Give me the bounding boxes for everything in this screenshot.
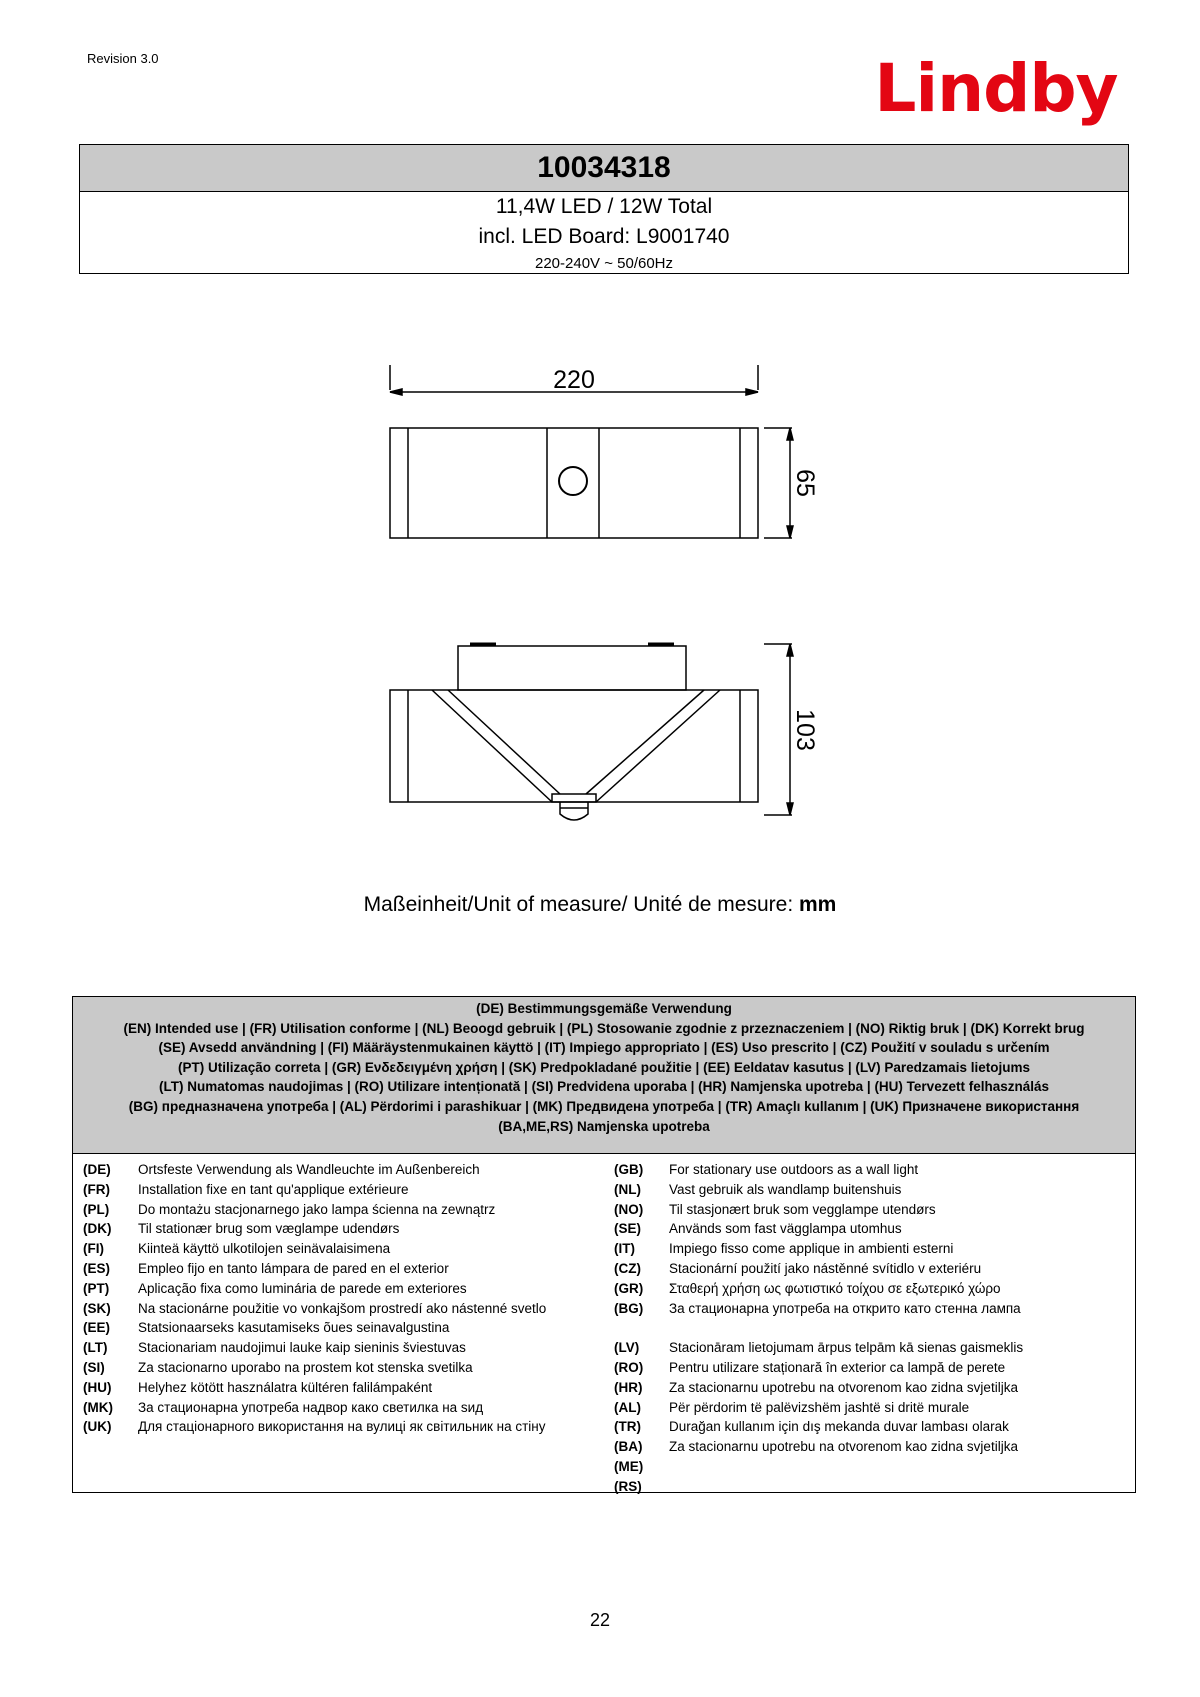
country-code: (SI) — [83, 1359, 105, 1375]
use-text: Za stacionarnu upotrebu na otvorenom kao zidna svjetiljka — [669, 1379, 1018, 1395]
heading-line: (DE) Bestimmungsgemäße Verwendung — [476, 1001, 732, 1016]
use-row — [604, 1398, 1135, 1418]
use-row — [73, 1160, 604, 1180]
width-label: 220 — [553, 366, 595, 394]
use-row — [73, 1318, 604, 1338]
unit-value: mm — [799, 893, 837, 916]
use-text: Na stacionárne použitie vo vonkajšom prostredí ako nástenné svetlo — [138, 1300, 547, 1316]
country-code: (RS) — [614, 1478, 642, 1494]
country-code: (DE) — [83, 1162, 111, 1177]
use-row — [73, 1398, 604, 1418]
use-row — [604, 1358, 1135, 1378]
country-code: (FR) — [83, 1181, 110, 1197]
height-label: 65 — [791, 469, 819, 497]
use-row — [73, 1259, 604, 1279]
use-row — [604, 1318, 1135, 1338]
revision-label: Revision 3.0 — [87, 51, 159, 66]
country-code: (CZ) — [614, 1260, 641, 1276]
use-row — [604, 1200, 1135, 1220]
country-code: (MK) — [83, 1399, 113, 1415]
use-row — [604, 1279, 1135, 1299]
country-code — [604, 1318, 669, 1338]
use-text: Σταθερή χρήση ως φωτιστικό τοίχου σε εξωτερικό χώρο — [669, 1280, 1001, 1296]
use-text: Vast gebruik als wandlamp buitenshuis — [669, 1181, 902, 1197]
country-code: (PT) — [83, 1280, 110, 1296]
technical-drawing — [380, 360, 820, 830]
use-row — [604, 1180, 1135, 1200]
country-code: (BG) — [614, 1300, 644, 1316]
heading-line: (BA,ME,RS) Namjenska upotreba — [498, 1118, 710, 1134]
article-number: 10034318 — [80, 145, 1128, 192]
use-row — [604, 1457, 1135, 1477]
country-code: (ME) — [614, 1458, 644, 1474]
spec-box — [79, 144, 1129, 274]
country-code: (GR) — [614, 1280, 644, 1296]
heading-line: (EN) Intended use | (FR) Utilisation conforme | (NL) Beoogd gebruik | (PL) Stosowanie zgodnie z przeznaczeniem | (NO) Riktig bruk | (DK) Korrekt brug — [123, 1020, 1085, 1036]
country-code: (GB) — [614, 1162, 644, 1177]
country-code: (UK) — [83, 1419, 112, 1435]
use-text: For stationary use outdoors as a wall light — [669, 1162, 919, 1177]
use-row — [73, 1299, 604, 1319]
use-text: Za stacionarnu upotrebu na otvorenom kao zidna svjetiljka — [669, 1439, 1018, 1455]
use-text: Til stasjonært bruk som vegglampe utendørs — [669, 1201, 936, 1217]
use-text: Helyhez kötött használatra kültéren falilámpaként — [138, 1379, 433, 1395]
use-text: Durağan kullanım için dış mekanda duvar lambası olarak — [669, 1419, 1009, 1435]
use-row — [73, 1200, 604, 1220]
use-text: Stacionāram lietojumam ārpus telpām kā sienas gaismeklis — [669, 1340, 1024, 1356]
spec-led-board: incl. LED Board: L9001740 — [478, 225, 730, 248]
intended-use-table — [72, 996, 1136, 1493]
use-text: Impiego fisso come applique in ambienti esterni — [669, 1241, 954, 1257]
use-row — [73, 1219, 604, 1239]
side-view — [390, 644, 793, 820]
unit-prefix: Maßeinheit/Unit of measure/ Unité de mesure: — [363, 893, 799, 916]
page-number: 22 — [589, 1610, 611, 1630]
country-code: (SE) — [614, 1221, 641, 1237]
use-row — [73, 1417, 604, 1437]
country-code: (LT) — [83, 1340, 108, 1356]
country-code: (PL) — [83, 1201, 110, 1217]
heading-line: (BG) предназначена употреба | (AL) Përdorimi i parashikuar | (MK) Предвидена употреба | (TR) Amaçlı kullanım | (UK) Призначене використання — [128, 1098, 1080, 1114]
use-row — [604, 1338, 1135, 1358]
use-row — [73, 1338, 604, 1358]
use-row — [604, 1477, 1135, 1497]
country-code: (DK) — [83, 1221, 112, 1237]
use-text: Për përdorim të palëvizshëm jashtë si dritë murale — [669, 1399, 970, 1415]
use-text: Installation fixe en tant qu'applique extérieure — [138, 1181, 409, 1197]
use-text: Empleo fijo en tanto lámpara de pared en el exterior — [138, 1260, 449, 1276]
heading-line: (LT) Numatomas naudojimas | (RO) Utilizare intenționată | (SI) Predvidena uporaba | (HR) Namjenska upotreba | (HU) Tervezett felhasználás — [158, 1079, 1049, 1095]
lindby-logo: Lindby — [874, 49, 1118, 127]
use-row — [604, 1437, 1135, 1457]
use-text: Används som fast vägglampa utomhus — [669, 1221, 902, 1237]
use-row — [604, 1160, 1135, 1180]
use-text: За стационарна употреба на открито като стенна лампа — [669, 1300, 1021, 1316]
country-code: (LV) — [614, 1340, 640, 1356]
use-text: Statsionaarseks kasutamiseks õues seinavalgustina — [138, 1320, 450, 1336]
country-code: (NL) — [614, 1181, 641, 1197]
country-code: (SK) — [83, 1300, 111, 1316]
use-text — [669, 1457, 1135, 1477]
use-row — [73, 1239, 604, 1259]
use-row — [73, 1378, 604, 1398]
spec-voltage: 220-240V ~ 50/60Hz — [534, 255, 674, 272]
use-text: Stacionární použití jako nástěnné svítidlo v exteriéru — [669, 1260, 982, 1276]
country-code: (BA) — [614, 1439, 643, 1455]
use-row — [604, 1239, 1135, 1259]
use-row — [604, 1378, 1135, 1398]
use-text: Stacionariam naudojimui lauke kaip sieninis šviestuvas — [138, 1340, 466, 1356]
use-text: Для стаціонарного використання на вулиці як світильник на стіну — [138, 1419, 546, 1435]
use-text — [669, 1318, 1135, 1338]
use-row — [73, 1180, 604, 1200]
use-text — [669, 1477, 1135, 1497]
unit-of-measure — [0, 893, 1200, 917]
use-text: Za stacionarno uporabo na prostem kot stenska svetilka — [138, 1359, 473, 1375]
use-text: Aplicação fixa como luminária de parede em exteriores — [138, 1280, 467, 1296]
country-code: (ES) — [83, 1260, 110, 1276]
country-code: (HR) — [614, 1379, 643, 1395]
use-row — [604, 1259, 1135, 1279]
use-text: Do montażu stacjonarnego jako lampa ścienna na zewnątrz — [138, 1201, 496, 1217]
intended-use-heading — [73, 997, 1135, 1154]
intended-use-left-column — [73, 1160, 604, 1497]
country-code: (TR) — [614, 1419, 641, 1435]
use-text: Pentru utilizare staționară în exterior ca lampă de perete — [669, 1359, 1006, 1375]
country-code: (EE) — [83, 1320, 110, 1336]
country-code: (HU) — [83, 1379, 112, 1395]
country-code: (RO) — [614, 1359, 644, 1375]
heading-line: (SE) Avsedd användning | (FI) Määräystenmukainen käyttö | (IT) Impiego appropriato | (ES) Uso prescrito | (CZ) Použití v souladu s určením — [158, 1040, 1050, 1056]
use-row — [604, 1219, 1135, 1239]
intended-use-right-column — [604, 1160, 1135, 1497]
country-code: (IT) — [614, 1241, 635, 1257]
use-row — [73, 1279, 604, 1299]
spec-power: 11,4W LED / 12W Total — [495, 195, 713, 218]
heading-line: (PT) Utilização correta | (GR) Ενδεδειγμένη χρήση | (SK) Predpokladané použitie | (EE) Eeldatav kasutus | (LV) Paredzamais lietojums — [178, 1059, 1030, 1075]
use-row — [73, 1358, 604, 1378]
country-code: (AL) — [614, 1399, 641, 1415]
use-text: За стационарна употреба надвор како светилка на ѕид — [138, 1399, 484, 1415]
country-code: (FI) — [83, 1241, 104, 1257]
use-text: Kiinteä käyttö ulkotilojen seinävalaisimena — [138, 1241, 391, 1257]
use-row — [604, 1417, 1135, 1437]
use-row — [604, 1299, 1135, 1319]
use-text: Ortsfeste Verwendung als Wandleuchte im Außenbereich — [138, 1162, 480, 1177]
depth-label: 103 — [791, 709, 819, 751]
use-text: Til stationær brug som væglampe udendørs — [138, 1221, 400, 1237]
country-code: (NO) — [614, 1201, 644, 1217]
